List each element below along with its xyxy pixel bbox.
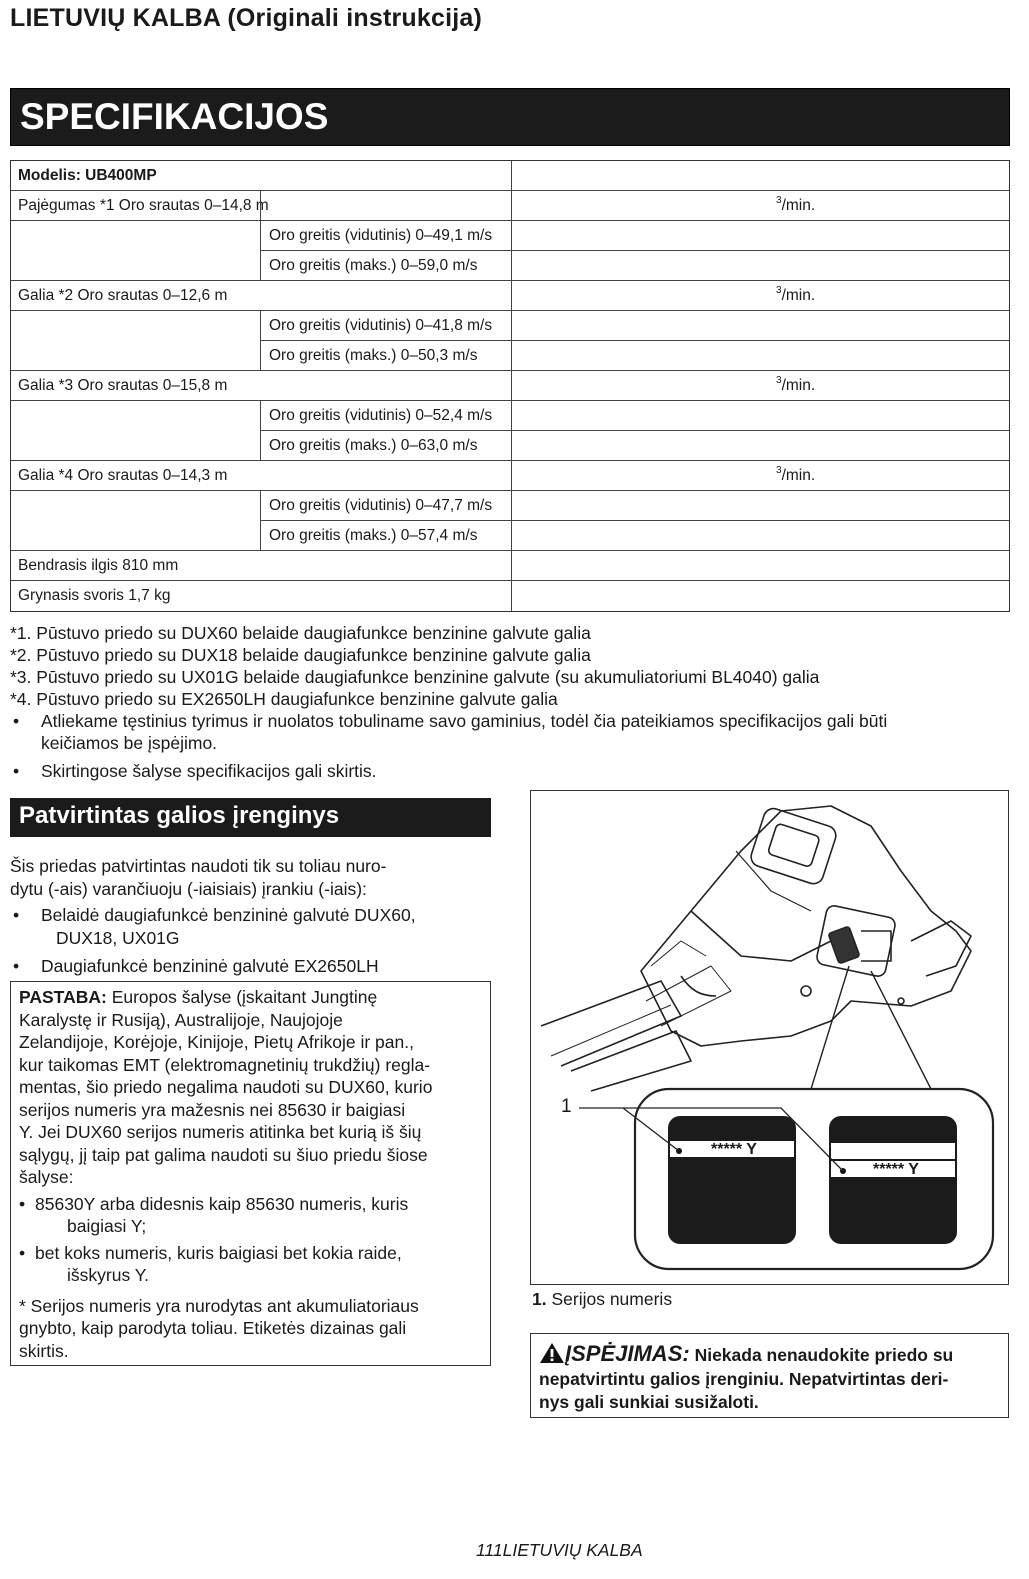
note-text: šalyse:	[19, 1167, 74, 1187]
table-row	[11, 221, 1009, 251]
footnote: *3. Pūstuvo priedo su UX01G belaide daugiafunkce benzinine galvute (su akumuliatoriumi BL4040) galia	[10, 667, 820, 687]
table-row	[11, 191, 1009, 221]
unit-cell: $^3$ /min.	[776, 375, 816, 394]
table-row	[11, 341, 1009, 371]
table-row	[11, 281, 1009, 311]
list-item-text: DUX18, UX01G	[56, 928, 180, 948]
group-label-cell: Pajėgumas *1 Oro srautas 0–14,8 m	[18, 196, 269, 214]
tool-illustration	[531, 791, 1009, 1285]
note-text: mentas, šio priedo negalima naudoti su DUX60, kurio	[19, 1077, 433, 1097]
note-text: Karalystę ir Rusiją), Australijoje, Naujojoje	[19, 1009, 343, 1030]
warning-text: nepatvirtintu galios įrenginiu. Nepatvirtintas deri-	[539, 1368, 949, 1389]
page-language-title: LIETUVIŲ KALBA (Originali instrukcija)	[10, 4, 482, 32]
table-row	[11, 371, 1009, 401]
footnote: *1. Pūstuvo priedo su DUX60 belaide daugiafunkce benzinine galvute galia	[10, 623, 591, 643]
spec-bullet-text: Atliekame tęstinius tyrimus ir nuolatos tobuliname savo gaminius, todėl čia pateikiamos specifikacijos gali būti	[41, 711, 888, 731]
warning-text: nys gali sunkiai susižaloti.	[539, 1392, 759, 1412]
spec-bullet-text: keičiamos be įspėjimo.	[41, 733, 218, 753]
approved-heading-banner	[10, 798, 491, 837]
avg-speed-cell: Oro greitis (vidutinis) 0–52,4 m/s	[269, 407, 493, 424]
note-bullet-text: išskyrus Y.	[67, 1265, 150, 1285]
list-item-text: Daugiafunkcė benzininė galvutė EX2650LH	[41, 956, 379, 976]
max-speed-cell: Oro greitis (maks.) 0–63,0 m/s	[269, 436, 478, 454]
list-item: • Belaidė daugiafunkcė benzininė galvutė DUX60, DUX18, UX01G	[10, 904, 490, 950]
note-bullet: • bet koks numeris, kuris baigiasi bet kokia raide, išskyrus Y.	[19, 1242, 482, 1287]
table-row	[11, 161, 1009, 191]
serial-label-left: ***** Y	[711, 1141, 757, 1158]
avg-speed-cell: Oro greitis (vidutinis) 0–47,7 m/s	[269, 497, 493, 514]
model-cell: Modelis: UB400MP	[18, 166, 157, 184]
spec-heading-banner	[10, 88, 1010, 146]
max-speed-cell: Oro greitis (maks.) 0–50,3 m/s	[269, 346, 478, 364]
footnote: *4. Pūstuvo priedo su EX2650LH daugiafunkce benzinine galvute galia	[10, 689, 558, 709]
intro-text: Šis priedas patvirtintas naudoti tik su toliau nuro-	[10, 856, 387, 876]
max-speed-cell: Oro greitis (maks.) 0–57,4 m/s	[269, 526, 478, 544]
approved-heading: Patvirtintas galios įrenginys	[19, 802, 340, 829]
footnote: *2. Pūstuvo priedo su DUX18 belaide daugiafunkce benzinine galvute galia	[10, 645, 591, 665]
table-row	[11, 521, 1009, 551]
table-row	[11, 461, 1009, 491]
spec-bullet-text: Skirtingose šalyse specifikacijos gali skirtis.	[41, 761, 377, 781]
spec-heading: SPECIFIKACIJOS	[20, 96, 329, 137]
page-footer: 111LIETUVIŲ KALBA	[476, 1540, 643, 1560]
note-bullet: • 85630Y arba didesnis kaip 85630 numeris, kuris baigiasi Y;	[19, 1193, 482, 1238]
unit-cell: $^3$ /min.	[776, 285, 816, 304]
table-row	[11, 401, 1009, 431]
note-bullet-text: baigiasi Y;	[67, 1216, 147, 1236]
group-label-cell: Galia *3 Oro srautas 0–15,8 m	[18, 376, 228, 394]
spec-footnotes	[10, 622, 1015, 782]
serial-number-figure	[530, 790, 1009, 1285]
spec-table	[10, 160, 1010, 612]
warning-title: ĮSPĖJIMAS:	[565, 1341, 690, 1366]
table-row	[11, 431, 1009, 461]
spec-bullet: • Skirtingose šalyse specifikacijos gali skirtis.	[10, 760, 1015, 782]
unit-cell: $^3$ /min.	[776, 195, 816, 214]
warning-box	[530, 1333, 1009, 1418]
note-bullet-text: 85630Y arba didesnis kaip 85630 numeris, kuris	[35, 1193, 409, 1214]
figure-caption: 1. Serijos numeris	[532, 1289, 673, 1309]
note-text: sąlygų, jį taip pat galima naudoti su šiuo priedu šiose	[19, 1144, 428, 1165]
avg-speed-cell: Oro greitis (vidutinis) 0–41,8 m/s	[269, 317, 493, 334]
table-row	[11, 311, 1009, 341]
note-text: Zelandijoje, Korėjoje, Kinijoje, Pietų Afrikoje ir pan.,	[19, 1032, 414, 1052]
note-bullet-text: bet koks numeris, kuris baigiasi bet kokia raide,	[35, 1242, 402, 1263]
spec-bullet: • Atliekame tęstinius tyrimus ir nuolatos tobuliname savo gaminius, todėl čia pateikiamos specifikacijos gali būti keičiamos be įspėjimo.	[10, 710, 1015, 754]
avg-speed-cell: Oro greitis (vidutinis) 0–49,1 m/s	[269, 227, 493, 244]
serial-label-right: ***** Y	[873, 1161, 919, 1178]
group-label-cell: Galia *4 Oro srautas 0–14,3 m	[18, 466, 228, 484]
callout-label: 1	[561, 1096, 572, 1117]
unit-cell: $^3$ /min.	[776, 465, 816, 484]
weight-cell: Grynasis svoris 1,7 kg	[18, 587, 171, 604]
intro-text: dytu (-ais) varančiuoju (-iaisiais) įrankiu (-iais):	[10, 879, 367, 899]
note-star-text: * Serijos numeris yra nurodytas ant akumuliatoriaus gnybto, kaip parodyta toliau. Etiketės dizainas gali skirtis.	[19, 1295, 419, 1361]
table-row	[11, 581, 1009, 611]
approved-intro	[10, 855, 490, 978]
list-item: • Daugiafunkcė benzininė galvutė EX2650LH	[10, 955, 490, 978]
max-speed-cell: Oro greitis (maks.) 0–59,0 m/s	[269, 256, 478, 274]
note-text: PASTABA: Europos šalyse (įskaitant Jungtinę	[19, 987, 378, 1007]
table-row	[11, 491, 1009, 521]
warning-icon	[539, 1342, 565, 1364]
note-label: PASTABA:	[19, 987, 107, 1007]
length-cell: Bendrasis ilgis 810 mm	[18, 556, 179, 574]
table-row	[11, 251, 1009, 281]
group-label-cell: Galia *2 Oro srautas 0–12,6 m	[18, 286, 228, 304]
note-text: kur taikomas EMT (elektromagnetinių trukdžių) regla-	[19, 1054, 431, 1075]
note-box	[10, 981, 491, 1366]
warning-text: Niekada nenaudokite priedo su	[689, 1345, 954, 1365]
list-item-text: Belaidė daugiafunkcė benzininė galvutė DUX60,	[41, 905, 416, 925]
note-text: Y. Jei DUX60 serijos numeris atitinka bet kurią iš šių	[19, 1122, 422, 1142]
note-text: serijos numeris yra mažesnis nei 85630 ir baigiasi	[19, 1099, 406, 1120]
table-row	[11, 551, 1009, 581]
